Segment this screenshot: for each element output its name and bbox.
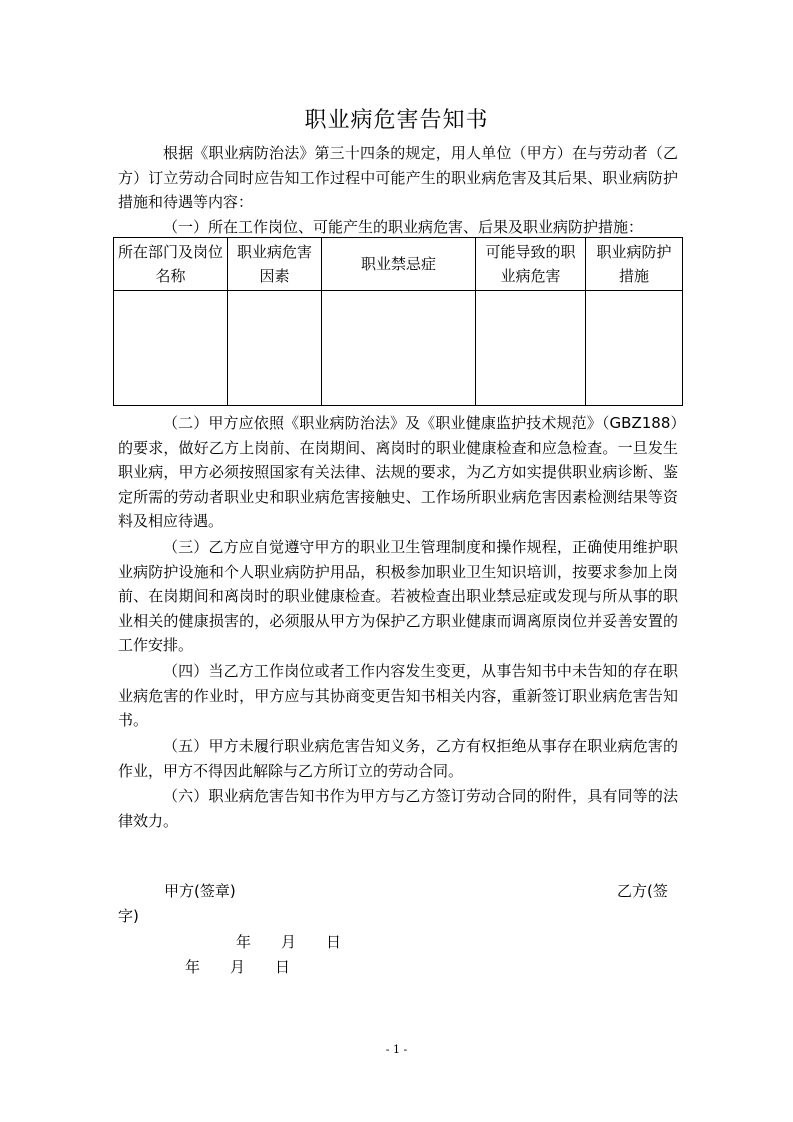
cell-protective-measures[interactable] <box>586 291 683 406</box>
cell-possible-hazards[interactable] <box>476 291 586 406</box>
hazard-table-container <box>113 237 683 406</box>
intro-paragraph: 根据《职业病防治法》第三十四条的规定，用人单位（甲方）在与劳动者（乙方）订立劳动合同时应告知工作过程中可能产生的职业病危害及其后果、职业病防护措施和待遇等内容： <box>118 144 678 211</box>
section-3-paragraph: （三）乙方应自觉遵守甲方的职业卫生管理制度和操作规程，正确使用维护职业病防护设施和个人职业病防护用品，积极参加职业卫生知识培训，按要求参加上岗前、在岗期间和离岗时的职业健康检查。若被检查出职业禁忌症或发现与所从事的职业相关的健康损害的，必须服从甲方为保护乙方职业健康而调离原岗位并妥善安置的工作安排。 <box>118 538 678 654</box>
party-b-date: 年 月 日 <box>185 958 291 976</box>
cell-hazard-factors[interactable] <box>228 291 322 406</box>
cell-contraindications[interactable] <box>322 291 476 406</box>
cell-department-position[interactable] <box>114 291 228 406</box>
table-row <box>114 291 683 406</box>
header-department-position: 所在部门及岗位名称 <box>114 238 228 291</box>
header-possible-hazards: 可能导致的职业病危害 <box>476 238 586 291</box>
header-protective-measures: 职业病防护措施 <box>586 238 683 291</box>
party-a-date: 年 月 日 <box>236 933 342 951</box>
party-b-signature-label: 乙方(签 <box>617 882 668 900</box>
header-contraindications: 职业禁忌症 <box>322 238 476 291</box>
party-a-signature-label: 甲方(签章) <box>164 882 236 900</box>
table-header-row <box>114 238 683 291</box>
section-1-heading: （一）所在工作岗位、可能产生的职业病危害、后果及职业病防护措施： <box>163 218 644 236</box>
section-6-paragraph: （六）职业病危害告知书作为甲方与乙方签订劳动合同的附件，具有同等的法律效力。 <box>118 787 678 830</box>
page-number: - 1 - <box>385 1043 408 1056</box>
section-5-paragraph: （五）甲方未履行职业病危害告知义务，乙方有权拒绝从事存在职业病危害的作业，甲方不得因此解除与乙方所订立的劳动合同。 <box>118 737 678 780</box>
section-2-paragraph: （二）甲方应依照《职业病防治法》及《职业健康监护技术规范》（GBZ188）的要求，做好乙方上岗前、在岗期间、离岗时的职业健康检查和应急检查。一旦发生职业病，甲方必须按照国家有关法律、法规的要求，为乙方如实提供职业病诊断、鉴定所需的劳动者职业史和职业病危害接触史、工作场所职业病危害因素检测结果等资料及相应待遇。 <box>118 414 678 530</box>
hazard-table <box>113 237 683 406</box>
section-4-paragraph: （四）当乙方工作岗位或者工作内容发生变更，从事告知书中未告知的存在职业病危害的作业时，甲方应与其协商变更告知书相关内容，重新签订职业病危害告知书。 <box>118 662 678 729</box>
document-title: 职业病危害告知书 <box>304 108 489 133</box>
header-hazard-factors: 职业病危害因素 <box>228 238 322 291</box>
party-b-signature-label-cont: 字) <box>118 907 139 925</box>
